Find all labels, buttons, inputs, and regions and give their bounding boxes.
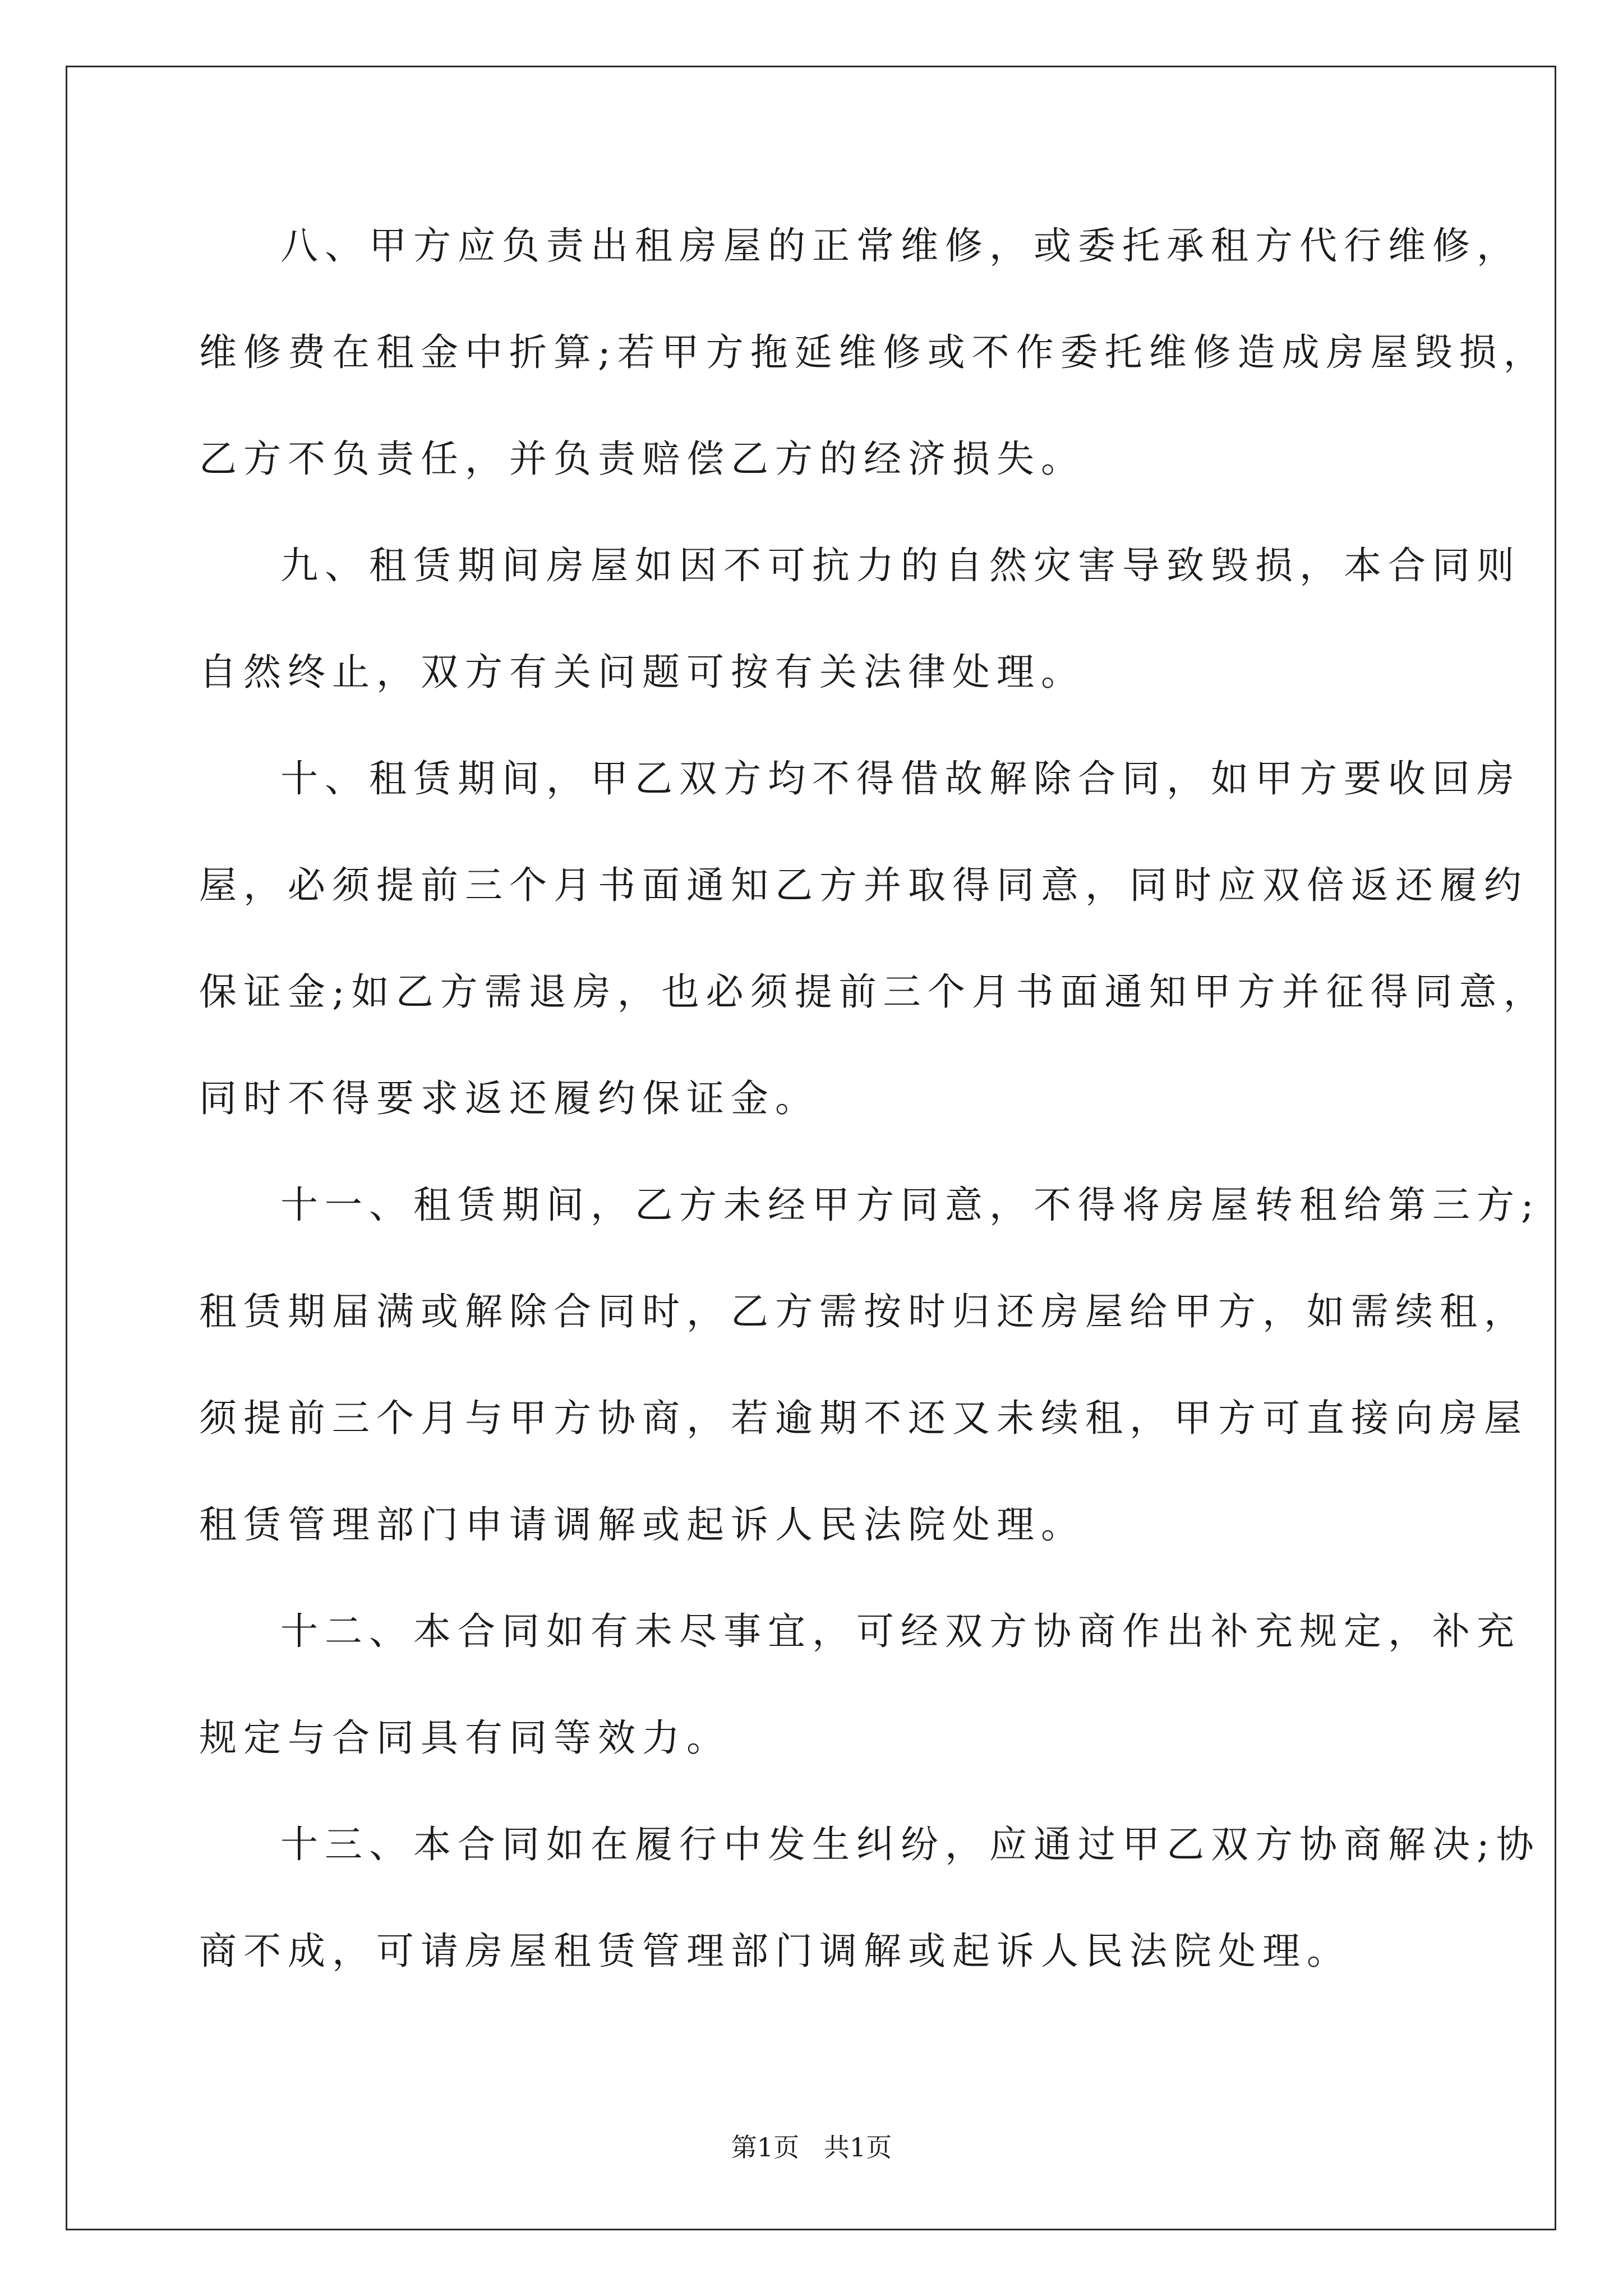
clause-12-line-2: 规定与合同具有同等效力。	[199, 1716, 731, 1760]
page-number: 第1页 共1页	[731, 2132, 892, 2162]
clause-12-line-1: 十二、本合同如有未尽事宜，可经双方协商作出补充规定，补充	[280, 1609, 1521, 1653]
clause-13-line-1: 十三、本合同如在履行中发生纠纷，应通过甲乙双方协商解决;协	[280, 1823, 1541, 1866]
clause-8-line-3: 乙方不负责任，并负责赔偿乙方的经济损失。	[199, 437, 1085, 481]
clause-11-line-3: 须提前三个月与甲方协商，若逾期不还又未续租，甲方可直接向房屋	[199, 1396, 1528, 1440]
clause-10-line-1: 十、租赁期间，甲乙双方均不得借故解除合同，如甲方要收回房	[280, 757, 1521, 800]
clause-9-line-1: 九、租赁期间房屋如因不可抗力的自然灾害导致毁损，本合同则	[280, 544, 1521, 587]
clause-11-line-1: 十一、租赁期间，乙方未经甲方同意，不得将房屋转租给第三方;	[280, 1183, 1541, 1227]
clause-11-line-4: 租赁管理部门申请调解或起诉人民法院处理。	[199, 1503, 1085, 1547]
clause-8-line-2: 维修费在租金中折算;若甲方拖延维修或不作委托维修造成房屋毁损，	[199, 330, 1548, 374]
clause-13-line-2: 商不成，可请房屋租赁管理部门调解或起诉人民法院处理。	[199, 1929, 1351, 1973]
clause-9-line-2: 自然终止，双方有关问题可按有关法律处理。	[199, 650, 1085, 694]
clause-11-line-2: 租赁期届满或解除合同时，乙方需按时归还房屋给甲方，如需续租，	[199, 1290, 1528, 1333]
clause-8-line-1: 八、甲方应负责出租房屋的正常维修，或委托承租方代行维修，	[280, 224, 1521, 268]
page-border	[66, 66, 1556, 2230]
clause-10-line-3: 保证金;如乙方需退房，也必须提前三个月书面通知甲方并征得同意，	[199, 970, 1548, 1014]
clause-10-line-4: 同时不得要求返还履约保证金。	[199, 1076, 819, 1120]
clause-10-line-2: 屋，必须提前三个月书面通知乙方并取得同意，同时应双倍返还履约	[199, 863, 1528, 907]
